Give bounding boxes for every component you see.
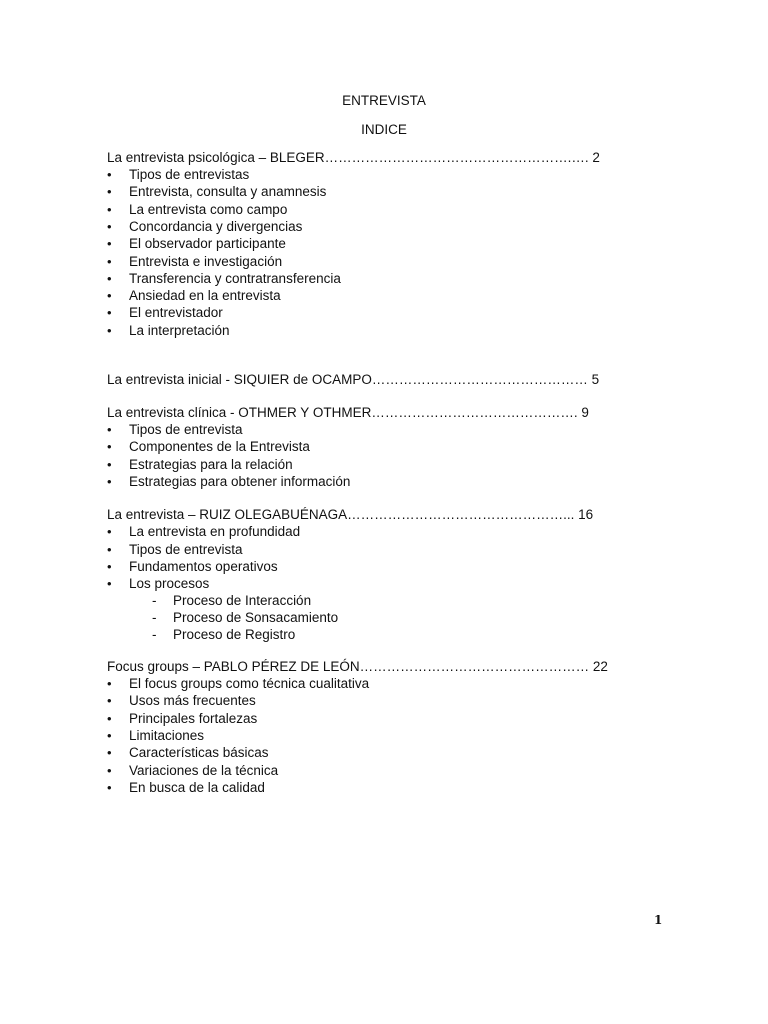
bullet-icon: •: [107, 524, 112, 539]
bullet-icon: •: [107, 236, 112, 251]
bullet-icon: •: [107, 167, 112, 182]
bullet-icon: •: [107, 219, 112, 234]
bullet-icon: •: [107, 288, 112, 303]
toc-entry-siquier: La entrevista inicial - SIQUIER de OCAMPO………………………………………… 5: [107, 372, 600, 387]
bullet-icon: •: [107, 559, 112, 574]
bullet-icon: •: [107, 763, 112, 778]
dash-icon: -: [152, 627, 157, 642]
bullet-icon: •: [107, 576, 112, 591]
bullet-icon: •: [107, 693, 112, 708]
toc-entry-ruiz: La entrevista – RUIZ OLEGABUÉNAGA…………………………………………... 16: [107, 507, 594, 522]
toc-entry-focus-groups: Focus groups – PABLO PÉREZ DE LEÓN…………………………………………… 22: [107, 659, 608, 674]
toc-entry-othmer: La entrevista clínica - OTHMER Y OTHMER………………………………………. 9: [107, 405, 589, 420]
bullet-icon: •: [107, 184, 112, 199]
bullet-icon: •: [107, 422, 112, 437]
dash-icon: -: [152, 610, 157, 625]
bullet-icon: •: [107, 542, 112, 557]
document-title: ENTREVISTA: [342, 93, 426, 108]
bullet-icon: •: [107, 202, 112, 217]
bullet-icon: •: [107, 745, 112, 760]
index-heading: INDICE: [361, 122, 407, 137]
bullet-icon: •: [107, 676, 112, 691]
bullet-icon: •: [107, 474, 112, 489]
bullet-icon: •: [107, 254, 112, 269]
document-page: ENTREVISTA INDICE La entrevista psicológica – BLEGER……………………………………………….…. 2 • Tipos de entrevistas • Entrevista, consulta y anamnesis • La entrevista como campo • Concordancia y divergencias • El observador participante • Entrevista e investigación • Transferencia y contratransferencia • Ansiedad en la entrevista • El entrevistador • La interpretación La entrevista inicial - SIQUIER de OCAMPO………………………………………… 5 La entrevista clínica - OTHMER Y OTHMER………………………………………. 9 • Tipos de entrevista • Componentes de la Entrevista • Estrategias para la relación • Estrategias para obtener información La entrevista – RUIZ OLEGABUÉNAGA…………………………………………... 16 • La entrevista en profundidad • Tipos de entrevista • Fundamentos operativos • Los procesos - Proceso de Interacción - Proceso de Sonsacamiento - Proceso de Registro Focus groups – PABLO PÉREZ DE LEÓN…………………………………………… 22 • El focus groups como técnica cualitativa • Usos más frecuentes • Principales fortalezas • Limitaciones • Características básicas • Variaciones de la técnica • En busca de la calidad 1: [0, 0, 768, 1024]
dash-icon: -: [152, 593, 157, 608]
bullet-icon: •: [107, 728, 112, 743]
bullet-icon: •: [107, 271, 112, 286]
toc-entry-bleger: La entrevista psicológica – BLEGER……………………………………………….…. 2: [107, 150, 600, 165]
page-number: 1: [654, 913, 663, 927]
bullet-icon: •: [107, 439, 112, 454]
bullet-icon: •: [107, 323, 112, 338]
bullet-icon: •: [107, 780, 112, 795]
bullet-icon: •: [107, 711, 112, 726]
bullet-icon: •: [107, 305, 112, 320]
bullet-icon: •: [107, 457, 112, 472]
